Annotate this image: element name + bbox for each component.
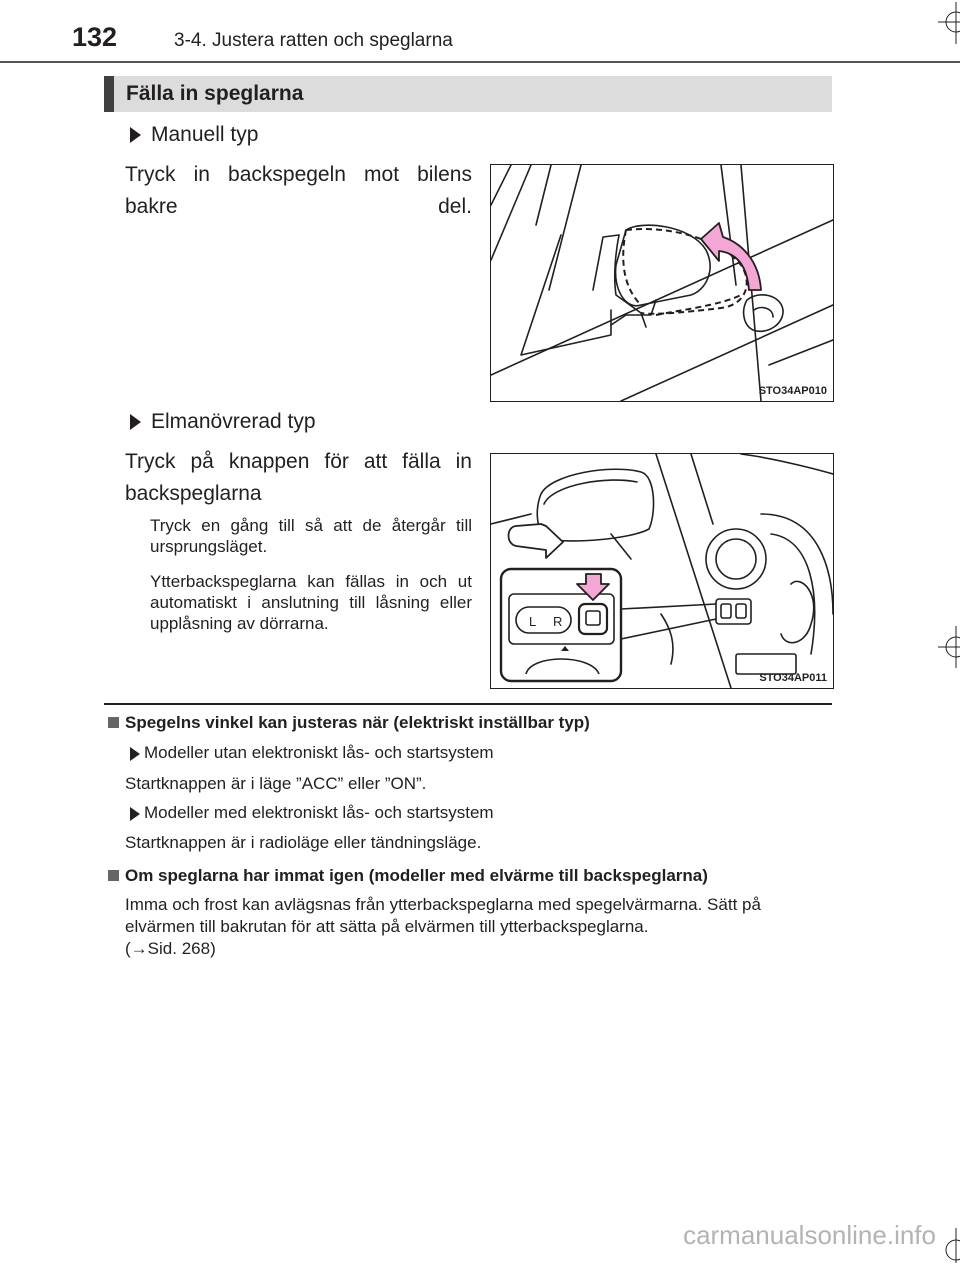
- note-fog-heading: Om speglarna har immat igen (modeller med elvärme till backspeglarna): [108, 866, 708, 886]
- figure-electric-switch: [490, 453, 834, 689]
- triangle-bullet-icon: [130, 127, 141, 143]
- crop-mark-right-middle: [938, 626, 960, 668]
- triangle-bullet-icon: [130, 414, 141, 430]
- section-heading-marker: [104, 76, 114, 112]
- watermark: carmanualsonline.info: [683, 1220, 936, 1250]
- square-bullet-icon: [108, 870, 119, 881]
- page-reference-link[interactable]: Sid. 268: [147, 939, 211, 958]
- triangle-bullet-icon: [130, 747, 140, 761]
- note-angle-heading: Spegelns vinkel kan justeras när (elektriskt inställbar typ): [108, 713, 590, 733]
- crop-mark-bottom-right: [938, 1228, 960, 1263]
- section-heading-bar: [104, 76, 832, 112]
- fold-arrow-icon: [509, 524, 564, 558]
- manual-type-heading: [130, 123, 258, 147]
- figure-manual-mirror: [490, 164, 834, 402]
- switch-right-label: R: [553, 614, 563, 629]
- reference-arrow-icon: →: [130, 939, 148, 958]
- switch-left-label: L: [529, 614, 537, 629]
- section-title: Fälla in speglarna: [126, 82, 304, 105]
- note-angle-sub1-text: Startknappen är i läge ”ACC” eller ”ON”.: [125, 774, 427, 793]
- figure-code: STO34AP010: [758, 385, 827, 397]
- electric-type-label: Elmanövrerad typ: [151, 410, 316, 433]
- electric-instruction: Tryck på knappen för att fälla in backspeglarna: [125, 450, 472, 505]
- square-bullet-icon: [108, 717, 119, 728]
- electric-type-heading: [130, 410, 316, 434]
- header-rule: [0, 61, 960, 63]
- page-number: 132: [72, 22, 118, 52]
- triangle-bullet-icon: [130, 807, 140, 821]
- note-angle-sub1: Modeller utan elektroniskt lås- och startsystem: [130, 742, 494, 764]
- figure-code: STO34AP011: [759, 672, 827, 684]
- manual-instruction: Tryck in backspegeln mot bilens bakre del.: [125, 163, 472, 218]
- chapter-title: 3-4. Justera ratten och speglarna: [174, 30, 453, 51]
- electric-switch-illustration: [491, 454, 833, 688]
- section-divider: [104, 703, 832, 705]
- note-fog-text: Imma och frost kan avlägsnas från ytterbackspeglarna med spegelvärmarna. Sätt på elvärmen till bakrutan för att sätta på elvärmen till ytterbackspeglarna. (→Sid. 268): [125, 895, 761, 958]
- electric-note-return: Tryck en gång till så att de återgår till ursprungsläget.: [150, 516, 472, 556]
- crop-mark-top-right: [938, 2, 960, 44]
- manual-mirror-illustration: [491, 165, 833, 401]
- note-angle-sub2: Modeller med elektroniskt lås- och startsystem: [130, 802, 494, 824]
- manual-type-label: Manuell typ: [151, 123, 259, 146]
- note-angle-sub2-text: Startknappen är i radioläge eller tändningsläge.: [125, 833, 482, 852]
- electric-note-automatic: Ytterbackspeglarna kan fällas in och ut automatiskt i anslutning till låsning eller upplåsning av dörrarna.: [150, 572, 472, 633]
